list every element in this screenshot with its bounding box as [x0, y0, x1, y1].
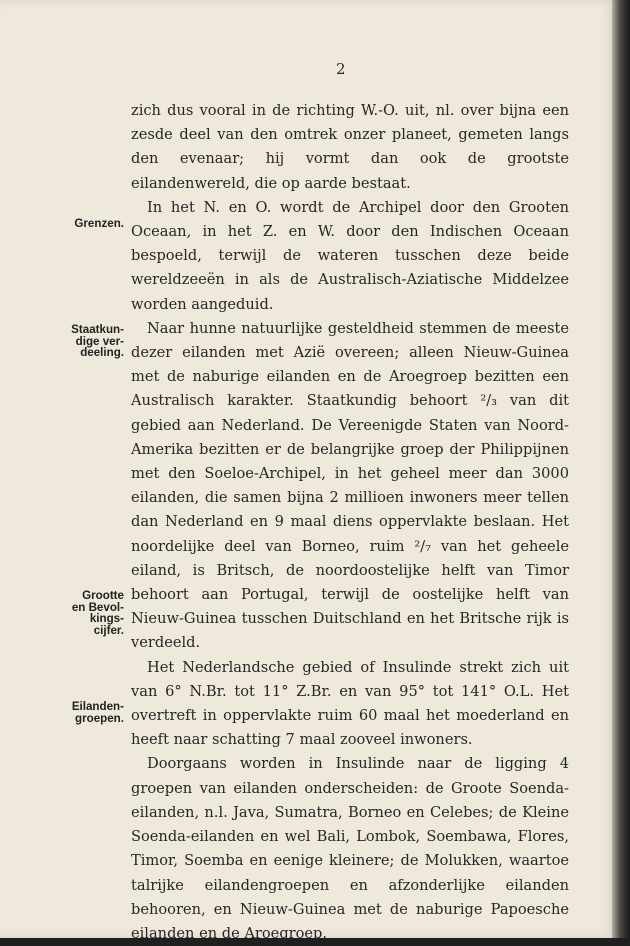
page-number: 2 [336, 60, 347, 78]
body-text [131, 99, 569, 946]
margin-note-grootte-bevolkingscijfer: Grootte en Bevol- kings- cijfer. [71, 589, 124, 637]
paragraph-political-division: Naar hunne natuurlijke gesteldheid stemmen de meeste dezer eilanden met Azië overeen; alleen Nieuw-Guinea met de naburige eilanden en de Aroegroep bezitten een Australisch karakter. Staatkundig behoort ²/₃ van dit gebied aan Nederland. De Vereenigde Staten van Noord-Amerika bezitten er de belangrijke groep der Philippijnen met den Soeloe-Archipel, in het geheel meer dan 3000 eilanden, die samen bijna 2 millioen inwoners meer tellen dan Nederland en 9 maal diens oppervlakte beslaan. Het noordelijke deel van Borneo, ruim ²/₇ van het geheele eiland, is Britsch, de noordoostelijke helft van Timor behoort aan Portugal, terwijl de oostelijke helft van Nieuw-Guinea tusschen Duitschland en het Britsche rijk is verdeeld. [131, 319, 569, 652]
paragraph-continuation: zich dus vooral in de richting W.-O. uit, nl. over bijna een zesde deel van den omtrek onzer planeet, gemeten langs den evenaar; hij vormt dan ook de grootste eilandenwereld, die op aarde bestaat. [131, 102, 569, 192]
paragraph-borders: In het N. en O. wordt de Archipel door den Grooten Oceaan, in het Z. en W. door den Indischen Oceaan bespoeld, terwijl de wateren tusschen deze beide wereldzeeën in als de Australisch-Aziatische Middelzee worden aangeduid. [131, 198, 569, 313]
margin-note-grenzen: Grenzen. [74, 217, 124, 230]
page-edge-shadow [612, 0, 630, 938]
paragraph-size-population: Het Nederlandsche gebied of Insulinde strekt zich uit van 6° N.Br. tot 11° Z.Br. en van 95° tot 141° O.L. Het overtreft in oppervlakte ruim 60 maal het moederland en heeft naar schatting 7 maal zooveel inwoners. [131, 658, 569, 749]
paragraph-island-groups: Doorgaans worden in Insulinde naar de ligging 4 groepen van eilanden onderscheiden: de Groote Soenda-eilanden, n.l. Java, Sumatra, Borneo en Celebes; de Kleine Soenda-eilanden en wel Bali, Lombok, Soembawa, Flores, Timor, Soemba en eenige kleinere; de Molukken, waartoe talrijke eilandengroepen en afzonderlijke eilanden behooren, en Nieuw-Guinea met de naburige Papoesche eilanden en de Aroegroep. [131, 755, 569, 942]
margin-note-eilandengroepen: Eilanden- groepen. [71, 700, 124, 725]
margin-note-staatkundige-verdeeling: Staatkun- dige ver- deeling. [71, 323, 124, 359]
